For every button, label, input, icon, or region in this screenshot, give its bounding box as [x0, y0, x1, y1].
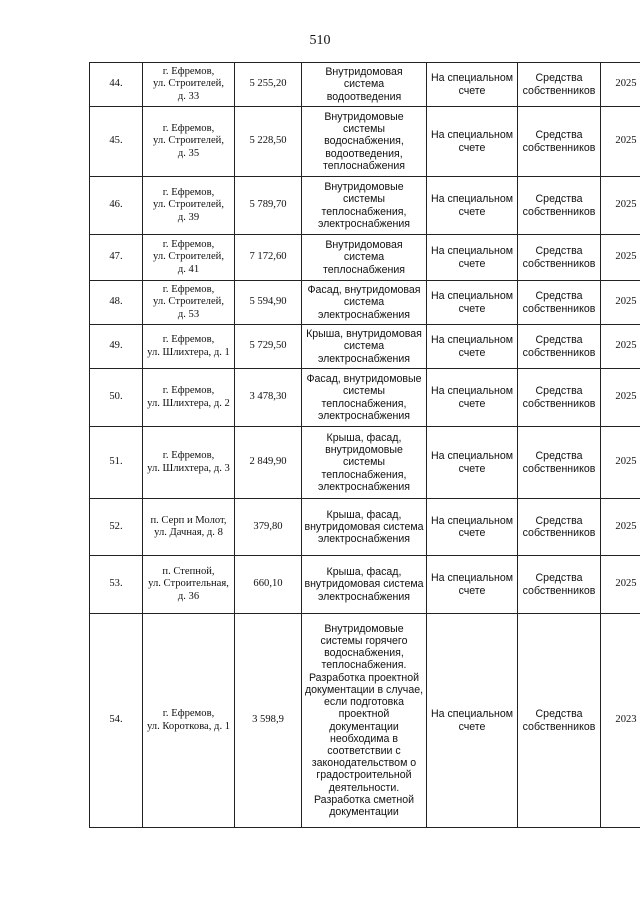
row-cost-cell [235, 235, 302, 281]
row-account-type: На специальном счете [430, 129, 513, 154]
row-account-type-cell [427, 107, 518, 177]
row-cost: 660,10 [253, 578, 283, 590]
row-cost: 5 594,90 [249, 296, 287, 308]
row-funding-source: Средства собственников [522, 514, 596, 539]
row-number-cell [90, 614, 143, 828]
row-work-type-cell [302, 369, 427, 427]
row-cost: 5 228,50 [249, 135, 287, 147]
row-work-type-cell [302, 556, 427, 614]
table-row [90, 235, 640, 281]
row-funding-source: Средства собственников [522, 334, 596, 359]
row-work-type-cell [302, 63, 427, 107]
row-account-type-cell [427, 427, 518, 499]
row-funding-source: Средства собственников [522, 290, 596, 315]
row-work-type: Фасад, внутридомовая система электроснабжения [307, 284, 421, 321]
row-year: 2025 [615, 520, 637, 532]
row-address-cell [143, 235, 235, 281]
row-number-cell [90, 177, 143, 235]
row-work-type: Внутридомовые системы водоснабжения, водоотведения, теплоснабжения [322, 110, 406, 172]
row-number: 44. [109, 78, 123, 90]
row-work-type-cell [302, 427, 427, 499]
row-address-cell [143, 177, 235, 235]
row-account-type: На специальном счете [430, 385, 513, 410]
works-table-body [90, 63, 640, 828]
row-funding-source: Средства собственников [522, 129, 596, 154]
row-cost-cell [235, 499, 302, 556]
row-number-cell [90, 281, 143, 325]
row-account-type-cell [427, 556, 518, 614]
row-year-cell [601, 499, 640, 556]
row-year-cell [601, 107, 640, 177]
row-account-type: На специальном счете [430, 245, 513, 270]
row-address: г. Ефремов, ул. Шлихтера, д. 2 [147, 385, 230, 409]
row-address-cell [143, 325, 235, 369]
row-cost: 5 789,70 [249, 199, 287, 211]
row-funding-source-cell [518, 235, 601, 281]
row-work-type-cell [302, 107, 427, 177]
row-address-cell [143, 499, 235, 556]
table-row [90, 369, 640, 427]
row-year-cell [601, 614, 640, 828]
row-work-type: Крыша, фасад, внутридомовая система электроснабжения [304, 566, 424, 603]
row-address: г. Ефремов, ул. Строителей, д. 33 [152, 66, 224, 102]
row-address: г. Ефремов, ул. Строителей, д. 53 [152, 284, 224, 320]
row-cost-cell [235, 556, 302, 614]
row-funding-source: Средства собственников [522, 245, 596, 270]
row-address-cell [143, 63, 235, 107]
row-address: г. Ефремов, ул. Шлихтера, д. 3 [147, 450, 230, 474]
table-row [90, 281, 640, 325]
row-funding-source-cell [518, 614, 601, 828]
row-number-cell [90, 235, 143, 281]
row-address-cell [143, 614, 235, 828]
row-account-type-cell [427, 281, 518, 325]
row-year-cell [601, 235, 640, 281]
row-account-type: На специальном счете [430, 572, 513, 597]
row-cost-cell [235, 107, 302, 177]
table-row [90, 499, 640, 556]
row-year-cell [601, 177, 640, 235]
row-cost-cell [235, 614, 302, 828]
row-year-cell [601, 325, 640, 369]
row-funding-source-cell [518, 556, 601, 614]
row-number: 51. [109, 456, 123, 468]
page-number: 510 [309, 33, 331, 48]
row-cost-cell [235, 177, 302, 235]
row-funding-source: Средства собственников [522, 572, 596, 597]
row-number-cell [90, 427, 143, 499]
table-row [90, 556, 640, 614]
row-cost-cell [235, 427, 302, 499]
row-account-type: На специальном счете [430, 290, 513, 315]
row-number-cell [90, 63, 143, 107]
row-cost: 2 849,90 [249, 456, 287, 468]
row-cost: 379,80 [253, 520, 283, 532]
row-work-type: Внутридомовая система теплоснабжения [322, 239, 406, 276]
table-row [90, 614, 640, 828]
row-work-type: Внутридомовые системы теплоснабжения, электроснабжения [317, 181, 411, 230]
row-account-type-cell [427, 325, 518, 369]
row-year-cell [601, 369, 640, 427]
row-funding-source-cell [518, 369, 601, 427]
row-account-type-cell [427, 63, 518, 107]
row-account-type-cell [427, 235, 518, 281]
row-funding-source-cell [518, 63, 601, 107]
row-work-type: Внутридомовая система водоотведения [325, 66, 403, 103]
row-funding-source-cell [518, 107, 601, 177]
row-address: г. Ефремов, ул. Короткова, д. 1 [146, 708, 231, 732]
row-work-type: Внутридомовые системы горячего водоснабжения, теплоснабжения. Разработка проектной документации в случае, если подготовка проектной документации необходима в соответствии с законодательством о градостроительной деятельности. Разработка сметной документации [304, 622, 424, 818]
row-address: г. Ефремов, ул. Строителей, д. 35 [152, 123, 224, 159]
row-number: 45. [109, 135, 123, 147]
row-account-type-cell [427, 369, 518, 427]
row-address-cell [143, 369, 235, 427]
table-row [90, 63, 640, 107]
row-year: 2025 [615, 391, 637, 403]
row-cost-cell [235, 63, 302, 107]
row-address: г. Ефремов, ул. Строителей, д. 41 [152, 239, 224, 275]
row-account-type: На специальном счете [430, 334, 513, 359]
row-number: 46. [109, 199, 123, 211]
row-cost: 5 729,50 [249, 340, 287, 352]
row-funding-source: Средства собственников [522, 193, 596, 218]
row-account-type: На специальном счете [430, 450, 513, 475]
row-year: 2025 [615, 578, 637, 590]
row-address: г. Ефремов, ул. Шлихтера, д. 1 [147, 334, 230, 358]
row-funding-source: Средства собственников [522, 72, 596, 97]
row-year-cell [601, 427, 640, 499]
row-work-type: Крыша, фасад, внутридомовые системы теплоснабжения, электроснабжения [317, 431, 411, 493]
row-work-type: Фасад, внутридомовые системы теплоснабжения, электроснабжения [306, 373, 422, 422]
row-funding-source: Средства собственников [522, 450, 596, 475]
row-year-cell [601, 63, 640, 107]
row-address: п. Степной, ул. Строительная, д. 36 [148, 566, 229, 602]
row-year-cell [601, 556, 640, 614]
row-address: п. Серп и Молот, ул. Дачная, д. 8 [150, 514, 227, 538]
row-account-type: На специальном счете [430, 708, 513, 733]
row-number: 47. [109, 251, 123, 263]
row-year: 2025 [615, 296, 637, 308]
table-row [90, 325, 640, 369]
row-number: 54. [109, 714, 123, 726]
row-funding-source-cell [518, 427, 601, 499]
row-address-cell [143, 556, 235, 614]
row-funding-source-cell [518, 177, 601, 235]
row-funding-source: Средства собственников [522, 708, 596, 733]
row-funding-source-cell [518, 325, 601, 369]
row-number-cell [90, 325, 143, 369]
row-funding-source: Средства собственников [522, 385, 596, 410]
row-year: 2025 [615, 135, 637, 147]
row-work-type-cell [302, 614, 427, 828]
row-work-type: Крыша, внутридомовая система электроснабжения [306, 328, 422, 365]
row-number-cell [90, 499, 143, 556]
row-cost-cell [235, 369, 302, 427]
row-year: 2023 [615, 714, 637, 726]
row-cost-cell [235, 325, 302, 369]
works-table [89, 62, 640, 828]
row-number-cell [90, 556, 143, 614]
row-address-cell [143, 107, 235, 177]
row-year: 2025 [615, 199, 637, 211]
row-number-cell [90, 369, 143, 427]
row-cost: 7 172,60 [249, 251, 287, 263]
row-account-type: На специальном счете [430, 514, 513, 539]
row-number: 48. [109, 296, 123, 308]
row-work-type-cell [302, 177, 427, 235]
row-work-type-cell [302, 281, 427, 325]
row-year-cell [601, 281, 640, 325]
table-row [90, 427, 640, 499]
row-number: 53. [109, 578, 123, 590]
row-account-type-cell [427, 614, 518, 828]
row-year: 2025 [615, 78, 637, 90]
row-account-type: На специальном счете [430, 193, 513, 218]
row-work-type-cell [302, 499, 427, 556]
row-work-type-cell [302, 235, 427, 281]
row-number: 52. [109, 520, 123, 532]
row-funding-source-cell [518, 499, 601, 556]
row-funding-source-cell [518, 281, 601, 325]
row-number: 49. [109, 340, 123, 352]
row-year: 2025 [615, 456, 637, 468]
row-cost: 3 478,30 [249, 391, 287, 403]
row-cost: 3 598,9 [252, 714, 284, 726]
row-address-cell [143, 281, 235, 325]
row-address: г. Ефремов, ул. Строителей, д. 39 [152, 187, 224, 223]
row-number-cell [90, 107, 143, 177]
row-cost-cell [235, 281, 302, 325]
table-row [90, 177, 640, 235]
table-row [90, 107, 640, 177]
row-account-type-cell [427, 177, 518, 235]
row-year: 2025 [615, 251, 637, 263]
row-account-type-cell [427, 499, 518, 556]
row-year: 2025 [615, 340, 637, 352]
row-number: 50. [109, 391, 123, 403]
row-account-type: На специальном счете [430, 72, 513, 97]
row-address-cell [143, 427, 235, 499]
row-work-type-cell [302, 325, 427, 369]
row-cost: 5 255,20 [249, 78, 287, 90]
row-work-type: Крыша, фасад, внутридомовая система электроснабжения [304, 508, 424, 546]
